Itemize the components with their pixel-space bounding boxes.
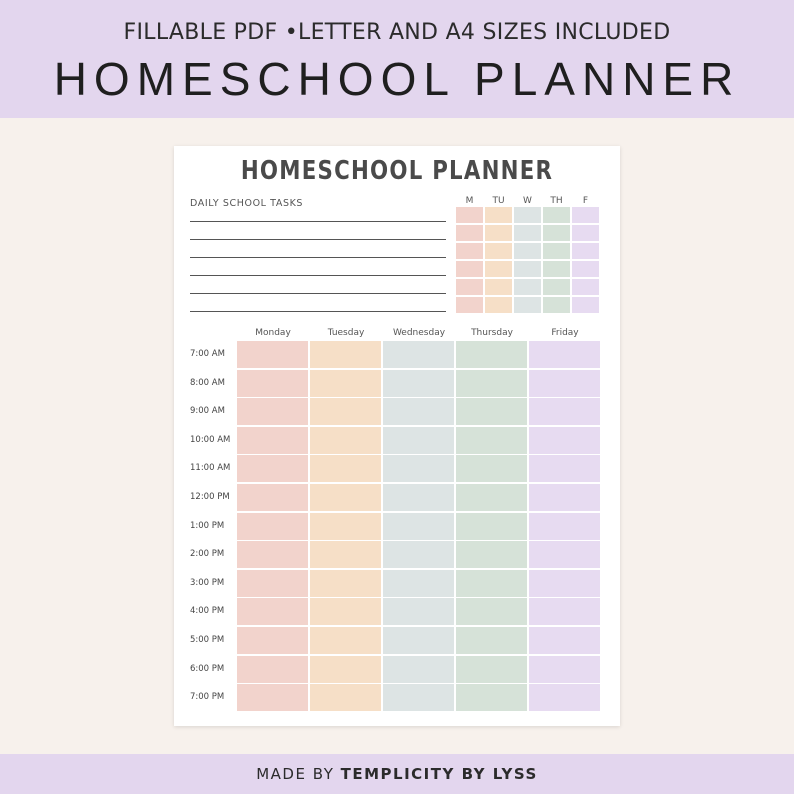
tracker-day-header: TH: [550, 196, 563, 206]
time-label: 5:00 PM: [190, 635, 225, 645]
schedule-slot[interactable]: [383, 513, 454, 540]
schedule-slot[interactable]: [310, 455, 381, 482]
schedule-slot[interactable]: [237, 484, 308, 511]
time-label: 12:00 PM: [190, 492, 230, 502]
day-header: Wednesday: [392, 328, 446, 338]
tracker-day-header: F: [582, 196, 589, 206]
schedule-slot[interactable]: [237, 513, 308, 540]
day-header: Tuesday: [327, 328, 365, 338]
schedule-slot[interactable]: [310, 541, 381, 568]
schedule-slot[interactable]: [237, 598, 308, 625]
schedule-slot[interactable]: [310, 598, 381, 625]
schedule-slot[interactable]: [237, 684, 308, 711]
task-line[interactable]: [190, 239, 446, 240]
time-label: 4:00 PM: [190, 606, 225, 617]
schedule-slot[interactable]: [456, 398, 527, 425]
top-banner: [0, 0, 794, 118]
tracker-checkbox[interactable]: [543, 261, 570, 277]
schedule-slot[interactable]: [237, 541, 308, 568]
schedule-slot[interactable]: [529, 370, 600, 397]
task-line[interactable]: [190, 311, 446, 312]
tracker-day-header: M: [465, 196, 474, 206]
schedule-slot[interactable]: [383, 627, 454, 654]
tracker-checkbox[interactable]: [456, 243, 483, 259]
schedule-slot[interactable]: [310, 656, 381, 683]
schedule-slot[interactable]: [456, 370, 527, 397]
schedule-slot[interactable]: [310, 370, 381, 397]
schedule-slot[interactable]: [383, 570, 454, 597]
time-label: 9:00 AM: [190, 406, 225, 417]
tracker-checkbox[interactable]: [543, 243, 570, 259]
schedule-slot[interactable]: [310, 341, 381, 368]
schedule-slot[interactable]: [456, 627, 527, 654]
time-label: 3:00 PM: [190, 577, 225, 588]
schedule-slot[interactable]: [237, 656, 308, 683]
schedule-slot[interactable]: [456, 341, 527, 368]
schedule-slot[interactable]: [237, 570, 308, 597]
schedule-slot[interactable]: [310, 484, 381, 511]
schedule-slot[interactable]: [383, 684, 454, 711]
time-label: 11:00 AM: [190, 463, 231, 474]
tracker-checkbox[interactable]: [456, 297, 483, 313]
tracker-checkbox[interactable]: [514, 243, 541, 259]
tracker-checkbox[interactable]: [572, 207, 599, 223]
schedule-slot[interactable]: [383, 427, 454, 454]
tracker-checkbox[interactable]: [485, 261, 512, 277]
tracker-checkbox[interactable]: [514, 207, 541, 223]
schedule-slot[interactable]: [383, 398, 454, 425]
time-label: 6:00 PM: [190, 663, 225, 674]
time-label: 7:00 AM: [190, 349, 225, 359]
tasks-label: DAILY SCHOOL TASKS: [190, 198, 304, 209]
schedule-slot[interactable]: [310, 570, 381, 597]
tracker-checkbox[interactable]: [485, 297, 512, 313]
task-line[interactable]: [190, 293, 446, 294]
tracker-checkbox[interactable]: [485, 243, 512, 259]
tracker-day-header: TU: [492, 196, 505, 206]
time-label: 2:00 PM: [190, 549, 225, 560]
footer-prefix: MADE BY: [256, 765, 341, 783]
tracker-checkbox[interactable]: [485, 225, 512, 241]
task-line[interactable]: [190, 257, 446, 258]
tracker-checkbox[interactable]: [456, 279, 483, 295]
tracker-checkbox[interactable]: [572, 279, 599, 295]
schedule-slot[interactable]: [529, 513, 600, 540]
sheet-title: HOMESCHOOL PLANNER: [240, 156, 554, 186]
tracker-checkbox[interactable]: [514, 297, 541, 313]
tracker-checkbox[interactable]: [514, 225, 541, 241]
day-header: Friday: [551, 328, 579, 338]
banner-subtitle: FILLABLE PDF •LETTER AND A4 SIZES INCLUDED: [123, 20, 671, 45]
task-line[interactable]: [190, 275, 446, 276]
schedule-slot[interactable]: [529, 484, 600, 511]
time-label: 7:00 PM: [190, 692, 225, 703]
schedule-slot[interactable]: [456, 598, 527, 625]
tracker-checkbox[interactable]: [456, 207, 483, 223]
tracker-checkbox[interactable]: [572, 225, 599, 241]
schedule-slot[interactable]: [456, 656, 527, 683]
task-line[interactable]: [190, 221, 446, 222]
schedule-slot[interactable]: [529, 398, 600, 425]
day-header: Monday: [255, 328, 291, 338]
tracker-checkbox[interactable]: [543, 279, 570, 295]
tracker-checkbox[interactable]: [572, 243, 599, 259]
footer-brand: TEMPLICITY BY LYSS: [340, 765, 538, 783]
schedule-slot[interactable]: [383, 541, 454, 568]
tracker-checkbox[interactable]: [485, 279, 512, 295]
schedule-slot[interactable]: [237, 341, 308, 368]
tracker-checkbox[interactable]: [572, 297, 599, 313]
footer-bar: [0, 754, 794, 794]
schedule-slot[interactable]: [237, 370, 308, 397]
schedule-slot[interactable]: [310, 513, 381, 540]
tracker-checkbox[interactable]: [572, 261, 599, 277]
schedule-slot[interactable]: [383, 656, 454, 683]
schedule-slot[interactable]: [456, 513, 527, 540]
schedule-slot[interactable]: [529, 684, 600, 711]
schedule-slot[interactable]: [456, 570, 527, 597]
tracker-day-header: W: [523, 196, 532, 206]
tracker-checkbox[interactable]: [485, 207, 512, 223]
schedule-slot[interactable]: [237, 398, 308, 425]
tracker-checkbox[interactable]: [543, 207, 570, 223]
time-label: 10:00 AM: [190, 434, 231, 445]
schedule-slot[interactable]: [529, 598, 600, 625]
time-label: 8:00 AM: [190, 377, 225, 388]
schedule-slot[interactable]: [237, 455, 308, 482]
schedule-slot[interactable]: [383, 455, 454, 482]
schedule-slot[interactable]: [529, 541, 600, 568]
schedule-slot[interactable]: [529, 656, 600, 683]
day-header: Thursday: [471, 328, 513, 338]
tracker-checkbox[interactable]: [514, 261, 541, 277]
schedule-slot[interactable]: [456, 541, 527, 568]
schedule-slot[interactable]: [456, 484, 527, 511]
schedule-slot[interactable]: [237, 427, 308, 454]
tracker-checkbox[interactable]: [543, 225, 570, 241]
schedule-slot[interactable]: [237, 627, 308, 654]
schedule-slot[interactable]: [529, 427, 600, 454]
schedule-slot[interactable]: [310, 398, 381, 425]
schedule-slot[interactable]: [529, 455, 600, 482]
tracker-checkbox[interactable]: [456, 261, 483, 277]
schedule-slot[interactable]: [310, 627, 381, 654]
tracker-checkbox[interactable]: [543, 297, 570, 313]
schedule-slot[interactable]: [456, 427, 527, 454]
schedule-slot[interactable]: [383, 370, 454, 397]
schedule-slot[interactable]: [383, 341, 454, 368]
schedule-slot[interactable]: [383, 598, 454, 625]
time-label: 1:00 PM: [190, 520, 225, 531]
schedule-slot[interactable]: [383, 484, 454, 511]
schedule-slot[interactable]: [529, 341, 600, 368]
tracker-checkbox[interactable]: [456, 225, 483, 241]
schedule-slot[interactable]: [310, 427, 381, 454]
banner-title: HOMESCHOOL PLANNER: [53, 53, 741, 105]
schedule-slot[interactable]: [529, 570, 600, 597]
schedule-slot[interactable]: [310, 684, 381, 711]
tracker-checkbox[interactable]: [514, 279, 541, 295]
schedule-slot[interactable]: [529, 627, 600, 654]
planner-sheet: [174, 146, 620, 726]
schedule-slot[interactable]: [456, 455, 527, 482]
schedule-slot[interactable]: [456, 684, 527, 711]
